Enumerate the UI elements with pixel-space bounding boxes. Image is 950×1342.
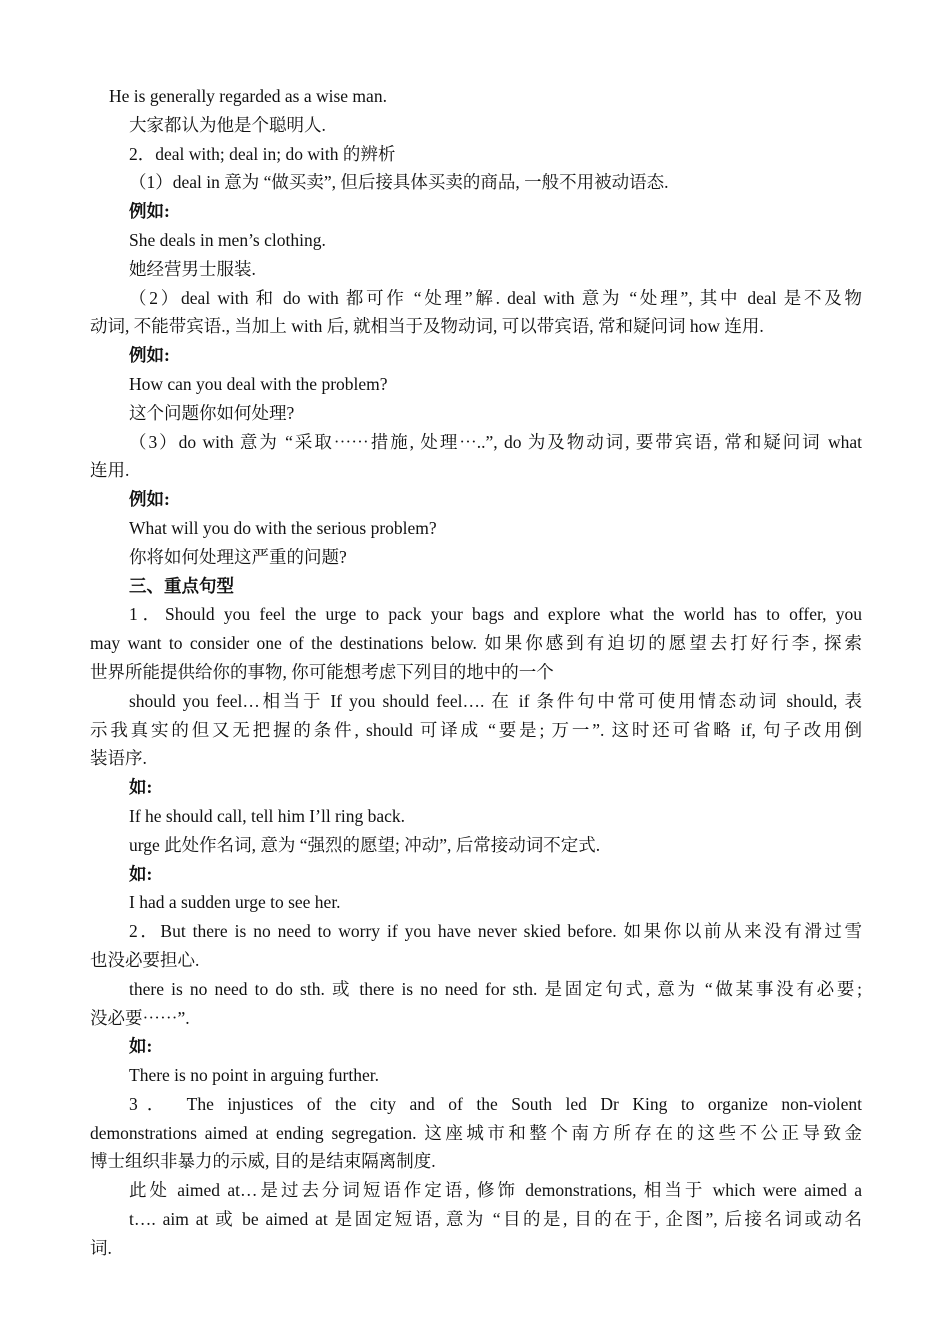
text-line: I had a sudden urge to see her. bbox=[129, 892, 341, 913]
text-line: urge 此处作名词, 意为 “强烈的愿望; 冲动”, 后常接动词不定式. bbox=[129, 834, 601, 855]
text-line: 此处 aimed at…是过去分词短语作定语, 修饰 demonstrations, 相当于 which were aimed a bbox=[129, 1180, 862, 1201]
text-line: 装语序. bbox=[90, 748, 147, 769]
text-line: 她经营男士服装. bbox=[129, 258, 256, 279]
text-line: There is no point in arguing further. bbox=[129, 1065, 379, 1086]
section-label: 三、重点句型 bbox=[129, 575, 234, 596]
section-label: 如: bbox=[129, 863, 153, 884]
text-line: 1．Should you feel the urge to pack your bags and explore what the world has to offer, you bbox=[129, 604, 862, 625]
text-line: 示我真实的但又无把握的条件, should 可译成 “要是; 万一”. 这时还可省略 if, 句子改用倒 bbox=[90, 719, 862, 740]
text-line: 3． The injustices of the city and of the South led Dr King to organize non-violent bbox=[129, 1093, 862, 1114]
text-line: 这个问题你如何处理? bbox=[129, 402, 295, 423]
text-line: 动词, 不能带宾语., 当加上 with 后, 就相当于及物动词, 可以带宾语, 常和疑问词 how 连用. bbox=[90, 316, 764, 337]
text-line: What will you do with the serious problem? bbox=[129, 517, 437, 538]
text-line: 世界所能提供给你的事物, 你可能想考虑下列目的地中的一个 bbox=[90, 661, 554, 682]
text-line: 2．But there is no need to worry if you have never skied before. 如果你以前从来没有滑过雪 bbox=[129, 921, 862, 942]
document-page bbox=[90, 82, 862, 1263]
text-line: He is generally regarded as a wise man. bbox=[109, 86, 387, 106]
section-label: 例如: bbox=[129, 201, 170, 222]
section-label: 如: bbox=[129, 777, 153, 798]
text-line: 大家都认为他是个聪明人. bbox=[129, 114, 326, 135]
text-line: there is no need to do sth. 或 there is no need for sth. 是固定句式, 意为 “做某事没有必要; bbox=[129, 978, 862, 999]
text-line: （2）deal with 和 do with 都可作 “处理”解. deal with 意为 “处理”, 其中 deal 是不及物 bbox=[129, 287, 862, 308]
text-line: 你将如何处理这严重的问题? bbox=[129, 546, 347, 567]
text-line: t…. aim at 或 be aimed at 是固定短语, 意为 “目的是, 目的在于, 企图”, 后接名词或动名 bbox=[129, 1209, 862, 1230]
text-line: 词. bbox=[90, 1237, 112, 1258]
section-label: 如: bbox=[129, 1036, 153, 1057]
text-line: demonstrations aimed at ending segregation. 这座城市和整个南方所存在的这些不公正导致金 bbox=[90, 1122, 862, 1143]
text-line: should you feel…相当于 If you should feel…. 在 if 条件句中常可使用情态动词 should, 表 bbox=[129, 690, 862, 711]
text-line: 博士组织非暴力的示威, 目的是结束隔离制度. bbox=[90, 1151, 436, 1172]
text-line: 2．deal with; deal in; do with 的辨析 bbox=[129, 143, 396, 164]
section-label: 例如: bbox=[129, 489, 170, 510]
text-line: 也没必要担心. bbox=[90, 949, 200, 970]
section-label: 例如: bbox=[129, 345, 170, 366]
text-line: How can you deal with the problem? bbox=[129, 373, 388, 394]
text-line: If he should call, tell him I’ll ring back. bbox=[129, 805, 406, 826]
text-line: （1）deal in 意为 “做买卖”, 但后接具体买卖的商品, 一般不用被动语态. bbox=[129, 172, 669, 193]
text-line: （3）do with 意为 “采取⋯⋯措施, 处理⋯..”, do 为及物动词, 要带宾语, 常和疑问词 what bbox=[129, 431, 862, 452]
text-line: 没必要⋯⋯”. bbox=[90, 1007, 190, 1028]
text-line: She deals in men’s clothing. bbox=[129, 229, 326, 250]
text-line: may want to consider one of the destinations below. 如果你感到有迫切的愿望去打好行李, 探索 bbox=[90, 633, 862, 654]
text-line: 连用. bbox=[90, 460, 130, 481]
